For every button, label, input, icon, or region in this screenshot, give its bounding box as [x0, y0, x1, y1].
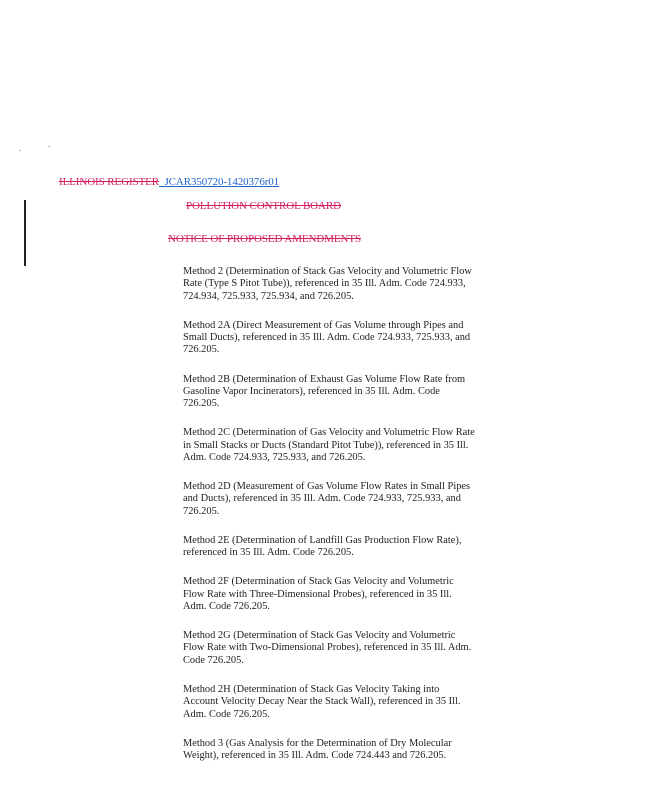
methods-list: [183, 266, 475, 779]
method-paragraph: Method 2D (Measurement of Gas Volume Flow Rates in Small Pipes and Ducts), referenced in 35 Ill. Adm. Code 724.933, 725.933, and 726.205.: [183, 481, 471, 517]
scan-speck: [19, 150, 21, 151]
method-paragraph: Method 2G (Determination of Stack Gas Velocity and Volumetric Flow Rate with Two-Dimensional Probes), referenced in 35 Ill. Adm. Code 726.205.: [183, 630, 472, 666]
method-paragraph: Method 2 (Determination of Stack Gas Velocity and Volumetric Flow Rate (Type S Pitot Tube)), referenced in 35 Ill. Adm. Code 724.933, 724.934, 725.933, 725.934, and 726.205.: [183, 266, 472, 302]
method-paragraph: Method 2A (Direct Measurement of Gas Volume through Pipes and Small Ducts), referenced in 35 Ill. Adm. Code 724.933, 725.933, and 726.205.: [183, 319, 471, 356]
method-paragraph: Method 3 (Gas Analysis for the Determination of Dry Molecular Weight), referenced in 35 Ill. Adm. Code 724.443 and 726.205.: [183, 737, 452, 762]
method-paragraph: Method 2F (Determination of Stack Gas Velocity and Volumetric Flow Rate with Three-Dimensional Probes), referenced in 35 Ill. Adm. Code 726.205.: [183, 576, 454, 612]
document-header: [59, 176, 279, 188]
jcar-reference: JCAR350720-1420376r01: [164, 176, 280, 188]
method-paragraph: Method 2B (Determination of Exhaust Gas Volume Flow Rate from Gasoline Vapor Incinerators), referenced in 35 Ill. Adm. Code 726.205.: [183, 373, 466, 410]
register-title: ILLINOIS REGISTER: [59, 176, 160, 188]
method-paragraph: Method 2E (Determination of Landfill Gas Production Flow Rate), referenced in 35 Ill. Adm. Code 726.205.: [183, 534, 462, 559]
method-paragraph: Method 2H (Determination of Stack Gas Velocity Taking into Account Velocity Decay Near the Stack Wall), referenced in 35 Ill. Adm. Code 726.205.: [183, 683, 461, 720]
notice-title: NOTICE OF PROPOSED AMENDMENTS: [168, 233, 361, 245]
revision-change-bar: [24, 200, 26, 266]
header-separator: _: [159, 176, 165, 188]
board-title: POLLUTION CONTROL BOARD: [186, 200, 341, 212]
method-paragraph: Method 2C (Determination of Gas Velocity and Volumetric Flow Rate in Small Stacks or Ducts (Standard Pitot Tube)), referenced in 35 Ill. Adm. Code 724.933, 725.933, and 726.205.: [183, 427, 475, 463]
scan-speck: [48, 146, 50, 147]
